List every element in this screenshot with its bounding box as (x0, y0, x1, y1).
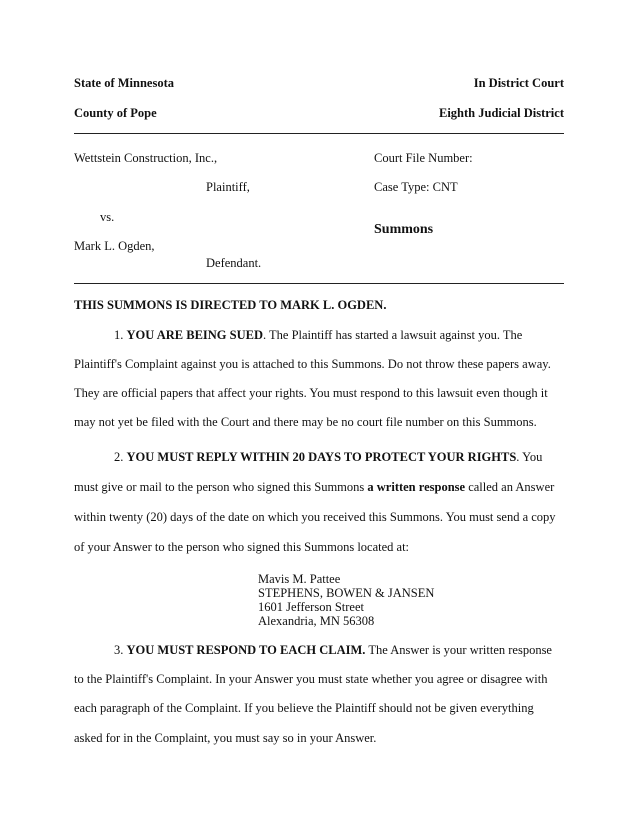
plaintiff-role: Plaintiff, (206, 180, 250, 194)
header-divider (74, 133, 564, 134)
address-firm: STEPHENS, BOWEN & JANSEN (258, 586, 435, 600)
address-city: Alexandria, MN 56308 (258, 614, 375, 628)
paragraph-1-line-2: Plaintiff's Complaint against you is attached to this Summons. Do not throw these papers away. (74, 357, 551, 371)
versus-label: vs. (100, 210, 115, 224)
document-title: Summons (374, 222, 434, 237)
paragraph-2-line-2 (74, 480, 554, 495)
plaintiff-name: Wettstein Construction, Inc., (74, 151, 218, 165)
paragraph-1-number: 1. (114, 328, 124, 342)
paragraph-2-text-2a: must give or mail to the person who signed this Summons (74, 480, 368, 494)
directed-heading: THIS SUMMONS IS DIRECTED TO MARK L. OGDEN. (74, 298, 387, 312)
court-label: In District Court (473, 76, 564, 90)
paragraph-3-line-2: to the Plaintiff's Complaint. In your Answer you must state whether you agree or disagree with (74, 672, 548, 686)
written-response-emphasis: a written response (367, 480, 466, 494)
case-type-label: Case Type: CNT (374, 180, 458, 194)
state-label: State of Minnesota (74, 76, 174, 90)
paragraph-1-line-1 (114, 328, 522, 343)
paragraph-2-line-1 (114, 450, 542, 465)
paragraph-2-number: 2. (114, 450, 124, 464)
file-number-label: Court File Number: (374, 151, 473, 165)
paragraph-1-text-1: . The Plaintiff has started a lawsuit against you. The (263, 328, 523, 342)
caption-divider (74, 283, 564, 284)
district-label: Eighth Judicial District (438, 106, 564, 120)
address-name: Mavis M. Pattee (258, 572, 341, 586)
paragraph-3-line-4: asked for in the Complaint, you must say so in your Answer. (74, 731, 377, 745)
paragraph-3-text-1: The Answer is your written response (365, 643, 552, 657)
paragraph-2-text-2c: called an Answer (465, 480, 555, 494)
paragraph-3-number: 3. (114, 643, 124, 657)
paragraph-2-line-3: within twenty (20) days of the date on which you received this Summons. You must send a copy (74, 510, 556, 524)
defendant-name: Mark L. Ogden, (74, 239, 155, 253)
paragraph-1-line-4: may not yet be filed with the Court and there may be no court file number on this Summons. (74, 415, 537, 429)
paragraph-2-text-1: . You (516, 450, 543, 464)
county-label: County of Pope (74, 106, 157, 120)
paragraph-3-line-3: each paragraph of the Complaint. If you believe the Plaintiff should not be given everything (74, 701, 534, 715)
paragraph-2-heading: YOU MUST REPLY WITHIN 20 DAYS TO PROTECT YOUR RIGHTS (126, 450, 517, 464)
paragraph-1-line-3: They are official papers that affect your rights. You must respond to this lawsuit even though it (74, 386, 548, 400)
paragraph-1-heading: YOU ARE BEING SUED (126, 328, 263, 342)
paragraph-2-line-4: of your Answer to the person who signed this Summons located at: (74, 540, 410, 554)
defendant-role: Defendant. (206, 256, 262, 270)
paragraph-3-line-1 (114, 643, 552, 658)
address-street: 1601 Jefferson Street (258, 600, 364, 614)
paragraph-3-heading: YOU MUST RESPOND TO EACH CLAIM. (126, 643, 366, 657)
